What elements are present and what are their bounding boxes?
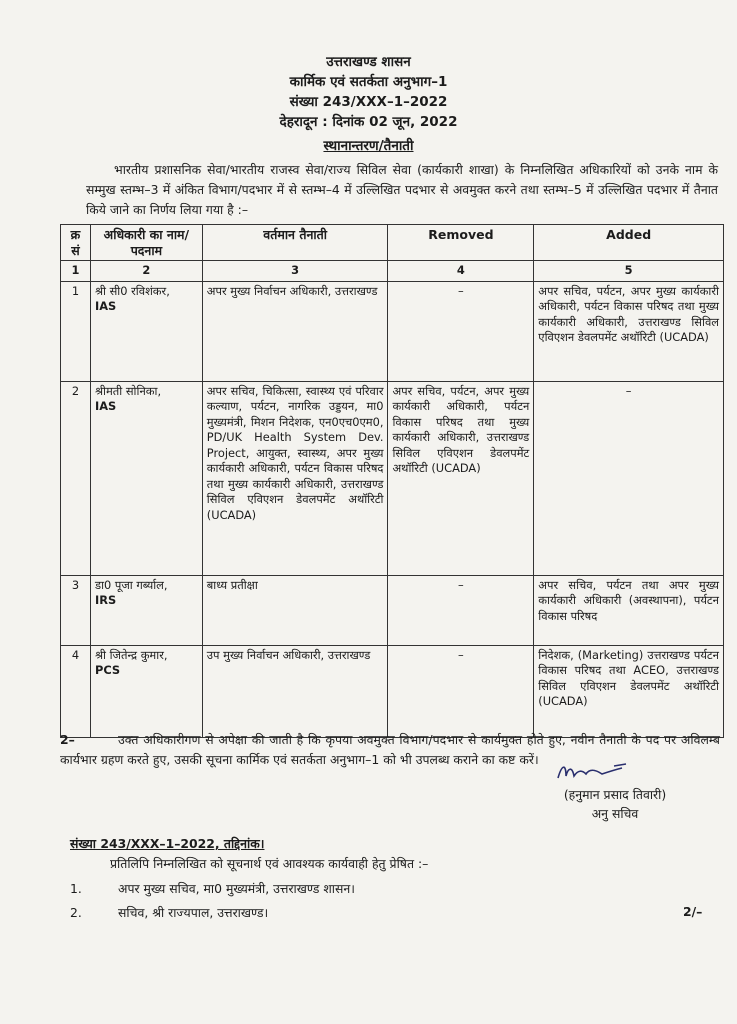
list-item-number: 2. xyxy=(70,905,82,920)
paragraph-text: उक्त अधिकारीगण से अपेक्षा की जाती है कि कृपया अवमुक्त विभाग/पदभार से कार्यमुक्त होते हुए, नवीन तैनाती के पद पर अविलम्ब कार्यभार ग्रहण करते हुए, उसकी सूचना कार्मिक एवं सतर्कता अनुभाग–1 को भी उपलब्ध कराने का कष्ट करें। xyxy=(60,732,720,767)
table-row xyxy=(61,281,724,381)
table-header-row xyxy=(61,225,724,261)
copy-forward-line: प्रतिलिपि निम्नलिखित को सूचनार्थ एवं आवश्यक कार्यवाही हेतु प्रेषित :– xyxy=(110,856,429,871)
added-posting: अपर सचिव, पर्यटन तथा अपर मुख्य कार्यकारी अधिकारी (अवस्थापना), पर्यटन विकास परिषद xyxy=(534,575,724,645)
table-row xyxy=(61,645,724,737)
col-number: 3 xyxy=(202,261,388,282)
officer-name: श्रीमती सोनिका, xyxy=(94,383,162,398)
col-header-removed: Removed xyxy=(388,225,534,261)
col-number: 2 xyxy=(90,261,202,282)
current-posting: उप मुख्य निर्वाचन अधिकारी, उत्तराखण्ड xyxy=(202,645,388,737)
col-number: 5 xyxy=(534,261,724,282)
row-sn: 2 xyxy=(61,381,91,575)
row-sn: 3 xyxy=(61,575,91,645)
officer-cell xyxy=(90,575,202,645)
officer-name: श्री सी0 रविशंकर, xyxy=(94,283,170,298)
signatory-designation: अनु सचिव xyxy=(591,806,639,821)
removed-posting: – xyxy=(388,281,534,381)
list-item-text: सचिव, श्री राज्यपाल, उत्तराखण्ड। xyxy=(118,905,269,920)
officer-service: IAS xyxy=(94,399,117,413)
removed-posting: अपर सचिव, पर्यटन, अपर मुख्य कार्यकारी अधिकारी, पर्यटन विकास परिषद तथा मुख्य कार्यकारी अधिकारी, उत्तराखण्ड सिविल एविएशन डेवलपमेंट अथॉरिटी (UCADA) xyxy=(388,381,534,575)
removed-posting: – xyxy=(388,575,534,645)
added-posting: अपर सचिव, पर्यटन, अपर मुख्य कार्यकारी अधिकारी, पर्यटन विकास परिषद तथा मुख्य कार्यकारी अधिकारी, उत्तराखण्ड सिविल एविएशन डेवलपमेंट अथॉरिटी (UCADA) xyxy=(534,281,724,381)
row-sn: 4 xyxy=(61,645,91,737)
table-row xyxy=(61,575,724,645)
order-number: संख्या 243/XXX–1–2022 xyxy=(289,94,448,110)
col-header-current: वर्तमान तैनाती xyxy=(202,225,388,261)
added-posting: – xyxy=(534,381,724,575)
list-item xyxy=(70,904,268,921)
current-posting: अपर मुख्य निर्वाचन अधिकारी, उत्तराखण्ड xyxy=(202,281,388,381)
current-posting: बाध्य प्रतीक्षा xyxy=(202,575,388,645)
signature-block xyxy=(540,765,690,823)
list-item xyxy=(70,880,355,897)
added-posting: निदेशक, (Marketing) उत्तराखण्ड पर्यटन विकास परिषद तथा ACEO, उत्तराखण्ड सिविल एविएशन डेवलपमेंट अथॉरिटी (UCADA) xyxy=(534,645,724,737)
removed-posting: – xyxy=(388,645,534,737)
col-header-sn: क्र सं xyxy=(61,225,91,261)
table-row xyxy=(61,381,724,575)
column-number-row xyxy=(61,261,724,282)
next-page-marker: 2/– xyxy=(683,904,703,919)
col-header-added: Added xyxy=(534,225,724,261)
current-posting: अपर सचिव, चिकित्सा, स्वास्थ्य एवं परिवार कल्याण, पर्यटन, नागरिक उड्डयन, मा0 मुख्यमंत्री, मिशन निदेशक, एन0एच0एम0, PD/UK Health System Dev. Project, आयुक्त, स्वास्थ्य, अपर मुख्य कार्यकारी अधिकारी, पर्यटन विकास परिषद तथा मुख्य कार्यकारी अधिकारी, उत्तराखण्ड सिविल एविएशन डेवलपमेंट अथॉरिटी (UCADA) xyxy=(202,381,388,575)
copy-reference: संख्या 243/XXX–1–2022, तद्दिनांक। xyxy=(70,836,265,851)
list-item-text: अपर मुख्य सचिव, मा0 मुख्यमंत्री, उत्तराखण्ड शासन। xyxy=(118,881,355,896)
col-header-officer: अधिकारी का नाम/पदनाम xyxy=(90,225,202,261)
officer-cell xyxy=(90,281,202,381)
govt-title: उत्तराखण्ड शासन xyxy=(326,54,411,70)
col-number: 4 xyxy=(388,261,534,282)
signatory-name: (हनुमान प्रसाद तिवारी) xyxy=(563,787,667,802)
officer-cell xyxy=(90,381,202,575)
list-item-number: 1. xyxy=(70,881,82,896)
row-sn: 1 xyxy=(61,281,91,381)
intro-paragraph: भारतीय प्रशासनिक सेवा/भारतीय राजस्व सेवा/राज्य सिविल सेवा (कार्यकारी शाखा) के निम्नलिखित अधिकारियों को उनके नाम के सम्मुख स्तम्भ–3 में अंकित विभाग/पदभार में से स्तम्भ–4 में उल्लिखित पदभार से अवमुक्त करने तथा स्तम्भ–5 में उल्लिखित पदभार में तैनात किये जाने का निर्णय लिया गया है :– xyxy=(86,162,718,217)
order-date: देहरादून : दिनांक 02 जून, 2022 xyxy=(279,114,458,130)
col-number: 1 xyxy=(61,261,91,282)
officer-cell xyxy=(90,645,202,737)
officer-service: PCS xyxy=(94,663,121,677)
officer-name: डा0 पूजा गर्ब्याल, xyxy=(94,577,168,592)
posting-table xyxy=(60,224,724,738)
officer-name: श्री जितेन्द्र कुमार, xyxy=(94,647,168,662)
officer-service: IRS xyxy=(94,593,117,607)
officer-service: IAS xyxy=(94,299,117,313)
paragraph-label: 2– xyxy=(60,732,75,747)
subject-heading: स्थानान्तरण/तैनाती xyxy=(323,138,414,154)
section-title: कार्मिक एवं सतर्कता अनुभाग–1 xyxy=(289,74,448,90)
